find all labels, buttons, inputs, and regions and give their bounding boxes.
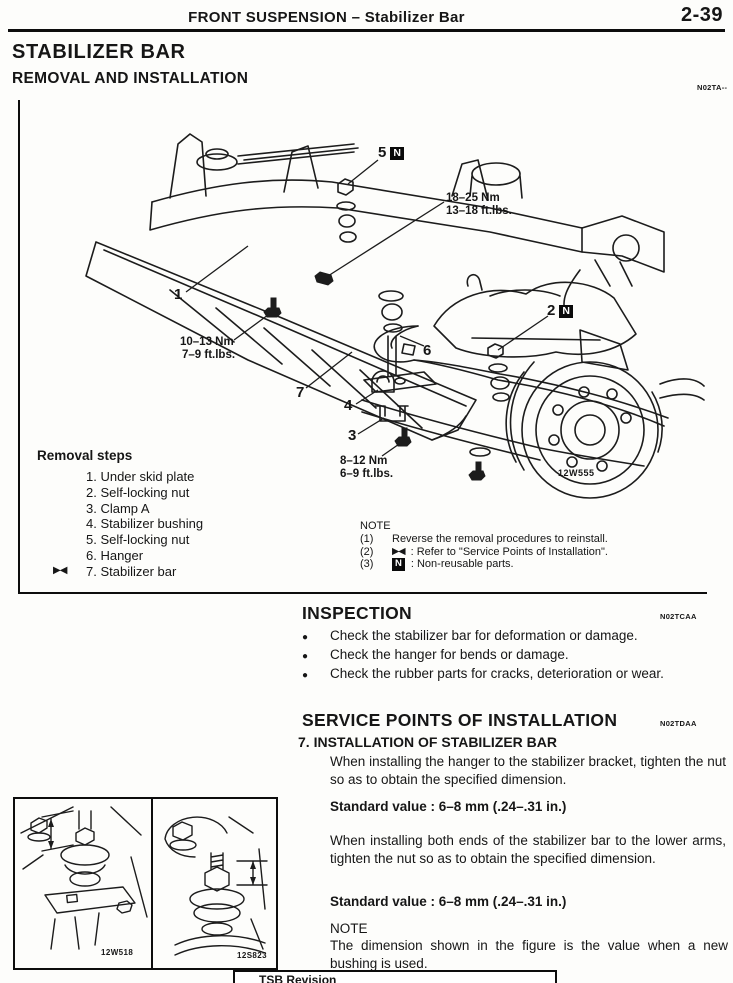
- note-line: [360, 533, 608, 546]
- inspection-heading: INSPECTION: [302, 603, 412, 623]
- inspection-item: [302, 646, 726, 665]
- page-title: STABILIZER BAR: [12, 41, 186, 63]
- standard-value: Standard value : 6–8 mm (.24–.31 in.): [330, 894, 567, 909]
- step-item: 4. Stabilizer bushing: [86, 516, 204, 532]
- service-points-code: N02TDAA: [660, 719, 697, 728]
- bullet-icon: ●: [302, 632, 309, 643]
- callout-5-number: 5: [378, 144, 387, 161]
- installation-ref-icon: ▶◀: [392, 545, 405, 557]
- callout-4: 4: [344, 397, 353, 414]
- callout-2: [547, 302, 573, 319]
- note-number: (3): [360, 558, 374, 571]
- dimension-figures: [13, 797, 278, 970]
- service-paragraph: When installing the hanger to the stabilizer bracket, tighten the nut so as to obtain the specified dimension.: [330, 754, 726, 787]
- tsb-revision-label: TSB Revision: [259, 973, 337, 983]
- figure-note: [360, 520, 608, 571]
- callout-1: 1: [174, 286, 183, 303]
- step-item: 5. Self-locking nut: [86, 532, 190, 548]
- removal-figure: [18, 100, 707, 594]
- torque-label-10-13: [180, 336, 235, 361]
- removal-steps-heading: Removal steps: [37, 448, 133, 463]
- step-item: 6. Hanger: [86, 547, 144, 563]
- note-text: Reverse the removal procedures to reinstall.: [392, 532, 608, 545]
- page-number: 2-39: [680, 4, 723, 26]
- callout-6: 6: [423, 342, 432, 359]
- service-note-text: The dimension shown in the figure is the value when a new bushing is used.: [330, 938, 728, 971]
- callout-5: [378, 144, 404, 161]
- service-note-heading: NOTE: [330, 921, 368, 936]
- header-rule: [8, 29, 725, 32]
- non-reusable-icon: N: [390, 147, 404, 160]
- diagram-linework: [86, 134, 704, 498]
- non-reusable-icon: N: [392, 558, 405, 571]
- torque-nm: 8–12 Nm: [340, 455, 388, 467]
- header-title: FRONT SUSPENSION – Stabilizer Bar: [188, 9, 465, 26]
- torque-label-8-12: [340, 455, 393, 480]
- note-line: [360, 546, 608, 559]
- torque-ftlbs: 7–9 ft.lbs.: [182, 348, 236, 361]
- step-item: 2. Self-locking nut: [86, 484, 190, 500]
- note-heading: NOTE: [360, 520, 391, 532]
- hanger-dimension-illustration: [15, 799, 272, 964]
- torque-nm: 10–13 Nm: [180, 336, 234, 348]
- removal-section-code: N02TA--: [697, 83, 728, 92]
- inspection-text: Check the hanger for bends or damage.: [330, 647, 569, 662]
- tsb-revision-box: [233, 970, 557, 983]
- removal-heading: REMOVAL AND INSTALLATION: [12, 70, 249, 87]
- callout-7: 7: [296, 384, 305, 401]
- note-number: (1): [360, 532, 374, 545]
- step-item: 7. Stabilizer bar: [86, 563, 177, 579]
- note-text: : Non-reusable parts.: [410, 558, 514, 571]
- non-reusable-icon: N: [559, 305, 573, 318]
- step-item: 1. Under skid plate: [86, 469, 195, 484]
- figure-code: 12W555: [558, 468, 595, 478]
- note-line: [360, 558, 608, 571]
- note-text: : Refer to "Service Points of Installation".: [410, 545, 608, 558]
- figure-code: 12S823: [237, 951, 267, 960]
- note-number: (2): [360, 545, 374, 558]
- inspection-code: N02TCAA: [660, 612, 697, 621]
- callout-3: 3: [348, 427, 357, 444]
- inspection-item: [302, 627, 726, 646]
- installation-ref-icon: ▶◀: [53, 565, 67, 576]
- bullet-icon: ●: [302, 651, 309, 662]
- torque-ftlbs: 6–9 ft.lbs.: [340, 467, 394, 480]
- figure-code: 12W518: [101, 948, 134, 957]
- inspection-text: Check the rubber parts for cracks, deterioration or wear.: [330, 666, 664, 681]
- service-subheading: 7. INSTALLATION OF STABILIZER BAR: [298, 734, 557, 750]
- service-paragraph: When installing both ends of the stabilizer bar to the lower arms, tighten the nut so as to obtain the specified dimension.: [330, 833, 726, 866]
- step-item: 3. Clamp A: [86, 500, 150, 516]
- torque-ftlbs: 13–18 ft.lbs.: [446, 204, 512, 217]
- removal-steps-list: [86, 469, 203, 580]
- service-points-heading: SERVICE POINTS OF INSTALLATION: [302, 710, 618, 730]
- figure-divider: [151, 799, 153, 968]
- bullet-icon: ●: [302, 670, 309, 681]
- inspection-item: [302, 665, 726, 684]
- torque-label-18-25: [446, 192, 512, 217]
- callout-2-number: 2: [547, 302, 556, 319]
- inspection-list: [302, 627, 726, 684]
- torque-nm: 18–25 Nm: [446, 192, 500, 204]
- standard-value: Standard value : 6–8 mm (.24–.31 in.): [330, 799, 567, 814]
- inspection-text: Check the stabilizer bar for deformation or damage.: [330, 628, 638, 643]
